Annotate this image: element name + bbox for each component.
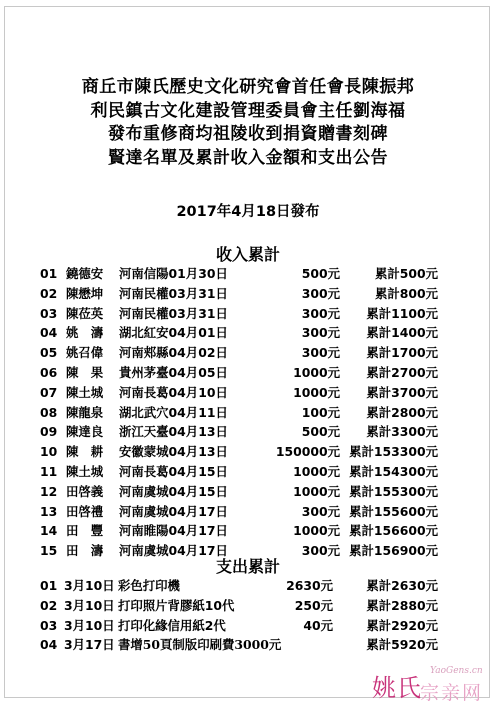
title-line-2: 利民鎮古文化建設管理委員會主任劉海福 — [90, 100, 406, 121]
row-number: 14 — [40, 523, 58, 539]
donation-amount: 300元 — [301, 285, 340, 301]
row-number: 09 — [40, 424, 58, 440]
donation-amount: 1000元 — [293, 523, 340, 539]
row-number: 03 — [40, 305, 58, 321]
publish-date: 2017年4月18日發布 — [176, 204, 320, 220]
row-number: 06 — [40, 364, 58, 380]
donor-place-date: 浙江天臺04月13日 — [119, 424, 228, 440]
expense-row — [0, 576, 496, 596]
donor-place-date: 河南虞城04月15日 — [119, 483, 228, 499]
expense-amount: 40元 — [303, 617, 333, 633]
watermark-main-text: 姚氏 — [372, 674, 422, 702]
donor-place-date: 河南虞城04月17日 — [119, 503, 228, 519]
row-number: 05 — [40, 345, 58, 361]
donation-amount: 300元 — [301, 305, 340, 321]
row-number: 01 — [40, 578, 58, 593]
cumulative-total: 累計2920元 — [366, 617, 438, 633]
cumulative-total: 累計500元 — [374, 266, 438, 281]
cumulative-total: 累計155300元 — [349, 483, 438, 499]
expense-date: 3月10日 — [64, 578, 115, 593]
donation-amount: 300元 — [301, 543, 340, 559]
cumulative-total: 累計2700元 — [366, 364, 438, 380]
donor-place-date: 安徽蒙城04月13日 — [119, 444, 228, 460]
row-number: 03 — [40, 617, 58, 633]
donor-name: 陳懋坤 — [66, 285, 104, 301]
donation-amount: 100元 — [301, 404, 340, 420]
expense-date: 3月10日 — [64, 597, 115, 613]
income-row — [0, 383, 496, 403]
donor-place-date: 河南民權03月31日 — [119, 305, 228, 321]
donor-name: 姚 濤 — [66, 325, 104, 341]
row-number: 11 — [40, 463, 58, 479]
donor-name: 鐃德安 — [66, 266, 104, 281]
row-number: 04 — [40, 325, 58, 341]
donation-amount: 1000元 — [293, 364, 340, 380]
donation-amount: 150000元 — [275, 444, 340, 460]
donation-amount: 1000元 — [293, 384, 340, 400]
donation-amount: 300元 — [301, 325, 340, 341]
announcement-title — [0, 76, 496, 170]
cumulative-total: 累計155600元 — [349, 503, 438, 519]
donor-place-date: 河南長葛04月10日 — [119, 384, 228, 400]
expense-item: 打印照片背膠紙10代 — [118, 597, 235, 613]
donor-place-date: 湖北武穴04月11日 — [119, 404, 228, 420]
donor-place-date: 貴州茅臺04月05日 — [119, 364, 228, 380]
donor-place-date: 湖北紅安04月01日 — [119, 325, 228, 341]
donation-amount: 300元 — [301, 503, 340, 519]
income-row — [0, 304, 496, 324]
income-list — [0, 264, 496, 561]
row-number: 10 — [40, 444, 58, 460]
donation-amount: 1000元 — [293, 483, 340, 499]
donor-place-date: 河南虞城04月17日 — [119, 543, 228, 559]
expense-amount: 2630元 — [286, 578, 333, 593]
row-number: 15 — [40, 543, 58, 559]
income-row — [0, 422, 496, 442]
cumulative-total: 累計156900元 — [349, 543, 438, 559]
watermark-sub-text: 宗亲网 — [420, 682, 484, 704]
cumulative-total: 累計154300元 — [349, 463, 438, 479]
income-row — [0, 284, 496, 304]
expense-amount: 250元 — [294, 597, 333, 613]
donor-place-date: 河南長葛04月15日 — [119, 463, 228, 479]
donor-place-date: 河南信陽01月30日 — [119, 266, 228, 281]
income-row — [0, 403, 496, 423]
donation-amount: 1000元 — [293, 463, 340, 479]
expense-date: 3月10日 — [64, 617, 115, 633]
cumulative-total: 累計2630元 — [366, 578, 438, 593]
donor-name: 田啓義 — [66, 483, 104, 499]
donation-amount: 500元 — [301, 424, 340, 440]
expense-row — [0, 616, 496, 636]
row-number: 04 — [40, 637, 58, 653]
donor-name: 田 濤 — [66, 543, 104, 559]
income-row — [0, 521, 496, 541]
expense-item: 彩色打印機 — [118, 578, 180, 593]
cumulative-total: 累計800元 — [374, 285, 438, 301]
cumulative-total: 累計1400元 — [366, 325, 438, 341]
donor-name: 陳龍泉 — [66, 404, 104, 420]
cumulative-total: 累計2880元 — [366, 597, 438, 613]
row-number: 02 — [40, 597, 58, 613]
donor-place-date: 河南睢陽04月17日 — [119, 523, 228, 539]
cumulative-total: 累計2800元 — [366, 404, 438, 420]
income-row — [0, 264, 496, 284]
expense-item: 打印化緣信用紙2代 — [118, 617, 226, 633]
donor-name: 陳土城 — [66, 463, 104, 479]
income-row — [0, 502, 496, 522]
income-row — [0, 343, 496, 363]
income-heading: 收入累計 — [215, 245, 280, 264]
title-line-3: 發布重修商均祖陵收到捐資贈書刻碑 — [108, 124, 388, 144]
cumulative-total: 累計3300元 — [366, 424, 438, 440]
donor-name: 姚召偉 — [66, 345, 104, 361]
donor-name: 陳土城 — [66, 384, 104, 400]
expense-date: 3月17日 — [64, 637, 115, 653]
cumulative-total: 累計153300元 — [349, 444, 438, 460]
row-number: 13 — [40, 503, 58, 519]
donor-name: 陳達良 — [66, 424, 104, 440]
donor-name: 陳莅英 — [66, 305, 104, 321]
income-row — [0, 363, 496, 383]
donation-amount: 300元 — [301, 345, 340, 361]
row-number: 12 — [40, 483, 58, 499]
cumulative-total: 累計3700元 — [366, 384, 438, 400]
site-watermark — [372, 664, 492, 704]
donation-amount: 500元 — [301, 266, 340, 281]
donor-name: 田啓禮 — [66, 503, 104, 519]
title-line-1: 商丘市陳氏歷史文化研究會首任會長陳振邦 — [81, 77, 415, 97]
title-line-4: 賢達名單及累計收入金額和支出公告 — [108, 147, 388, 168]
donor-name: 陳 果 — [66, 364, 104, 380]
donor-place-date: 河南民權03月31日 — [119, 285, 228, 301]
cumulative-total: 累計1100元 — [366, 305, 438, 321]
row-number: 02 — [40, 285, 58, 301]
income-row — [0, 323, 496, 343]
row-number: 01 — [40, 266, 58, 281]
watermark-url: YaoGens.cn — [430, 666, 483, 676]
expense-row — [0, 596, 496, 616]
donor-place-date: 河南郏縣04月02日 — [119, 345, 228, 361]
cumulative-total: 累計1700元 — [366, 345, 438, 361]
income-row — [0, 482, 496, 502]
row-number: 08 — [40, 404, 58, 420]
donor-name: 田 豐 — [66, 523, 104, 539]
income-row — [0, 462, 496, 482]
row-number: 07 — [40, 384, 58, 400]
expense-heading: 支出累計 — [215, 557, 280, 576]
expense-item: 書增50頁制版印刷費3000元 — [118, 637, 282, 653]
income-row — [0, 442, 496, 462]
cumulative-total: 累計156600元 — [349, 523, 438, 539]
donor-name: 陳 耕 — [66, 444, 104, 460]
expense-list — [0, 576, 496, 655]
expense-row — [0, 635, 496, 655]
cumulative-total: 累計5920元 — [366, 637, 438, 653]
